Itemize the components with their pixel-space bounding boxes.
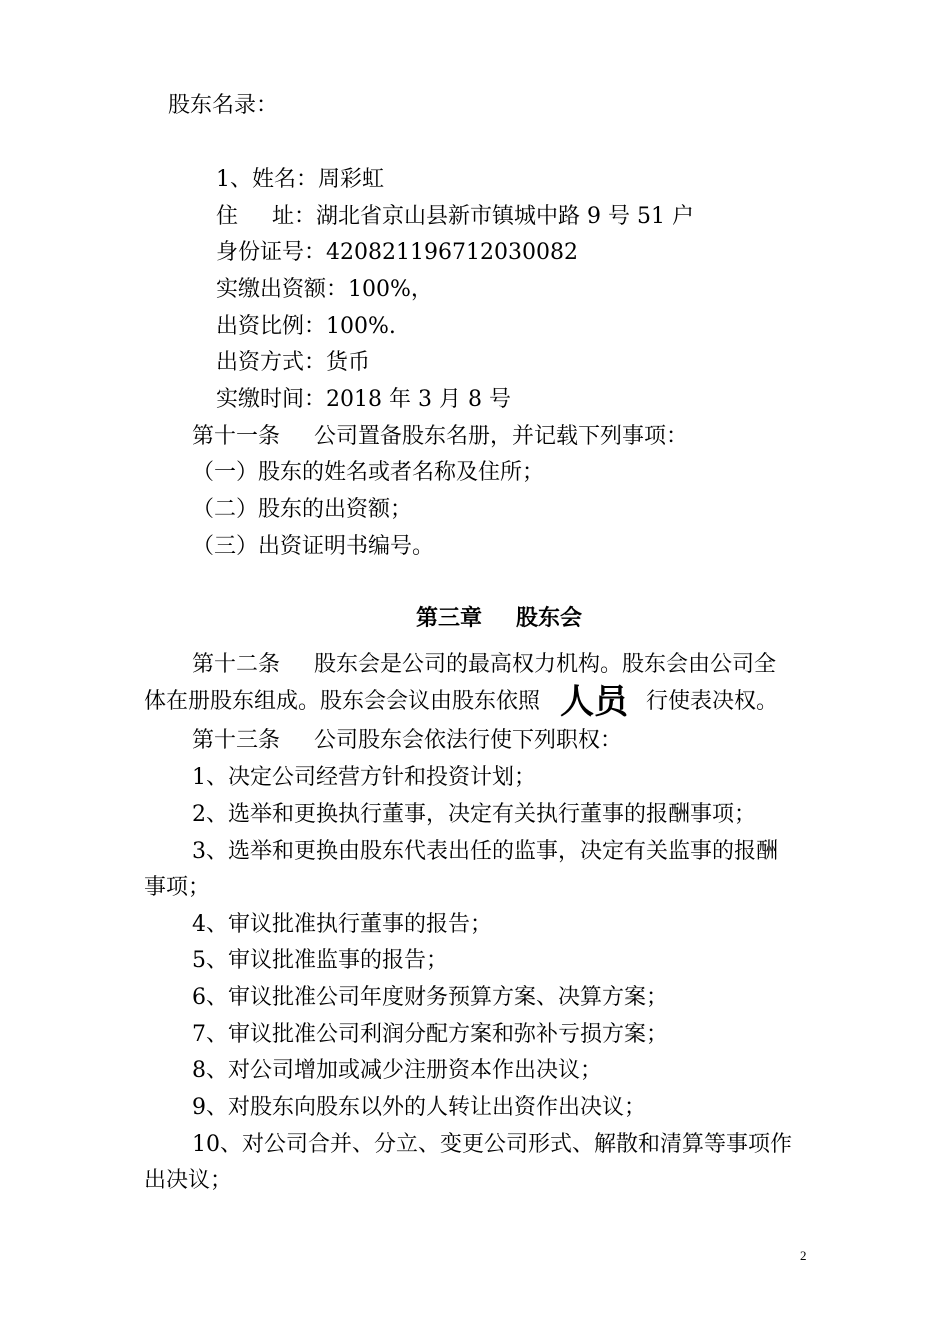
article-13-text: 公司股东会依法行使下列职权： (314, 728, 623, 753)
article-13-item: 4、审议批准执行董事的报告； (192, 912, 492, 937)
article-13-item: 5、审议批准监事的报告； (192, 948, 448, 973)
article-13-item: 9、对股东向股东以外的人转让出资作出决议； (192, 1095, 646, 1120)
article-13-item: 10、对公司合并、分立、变更公司形式、解散和清算等事项作 (192, 1132, 792, 1157)
article-12-handwritten-term: 人员 (560, 682, 629, 722)
chapter-heading (416, 605, 582, 633)
shareholder-id-number: 身份证号：420821196712030082 (216, 240, 578, 265)
page-number: 2 (800, 1248, 807, 1263)
paid-amount: 实缴出资额：100%， (216, 277, 433, 302)
shareholder-address (216, 203, 694, 231)
article-11-item-2: （二）股东的出资额； (192, 497, 413, 522)
article-13-item: 出决议； (144, 1168, 233, 1193)
article-13-item: 7、审议批准公司利润分配方案和弥补亏损方案； (192, 1022, 668, 1047)
article-13-item: 事项； (144, 875, 211, 900)
article-12-text-2a: 体在册股东组成。股东会会议由股东依照 (144, 689, 541, 714)
article-13 (192, 727, 622, 755)
article-12-line-2 (144, 682, 779, 722)
contribution-ratio: 出资比例：100%. (216, 314, 396, 339)
article-13-item: 1、决定公司经营方针和投资计划； (192, 765, 536, 790)
article-13-item: 8、对公司增加或减少注册资本作出决议； (192, 1058, 602, 1083)
article-12-text-1: 股东会是公司的最高权力机构。股东会由公司全 (314, 652, 777, 677)
article-11 (192, 423, 688, 451)
chapter-title: 股东会 (516, 606, 583, 631)
chapter-number: 第三章 (416, 606, 483, 631)
article-13-item: 6、审议批准公司年度财务预算方案、决算方案； (192, 985, 668, 1010)
article-11-item-1: （一）股东的姓名或者名称及住所； (192, 460, 545, 485)
article-13-item: 3、选举和更换由股东代表出任的监事，决定有关监事的报酬 (192, 839, 778, 864)
article-11-text: 公司置备股东名册，并记载下列事项： (314, 424, 689, 449)
roster-title: 股东名录： (168, 93, 279, 118)
article-13-title: 第十三条 (192, 728, 281, 753)
contribution-method: 出资方式：货币 (216, 350, 371, 375)
article-12-text-2b: 行使表决权。 (646, 689, 779, 714)
shareholder-name: 1、姓名：周彩虹 (216, 167, 384, 192)
article-13-item: 2、选举和更换执行董事，决定有关执行董事的报酬事项； (192, 802, 756, 827)
article-11-title: 第十一条 (192, 424, 281, 449)
address-label: 住 (216, 204, 239, 229)
article-12-line-1 (192, 651, 776, 679)
address-value: 址：湖北省京山县新市镇城中路 9 号 51 户 (272, 204, 694, 229)
article-11-item-3: （三）出资证明书编号。 (192, 534, 435, 559)
paid-time: 实缴时间：2018 年 3 月 8 号 (216, 387, 511, 412)
article-12-title: 第十二条 (192, 652, 281, 677)
